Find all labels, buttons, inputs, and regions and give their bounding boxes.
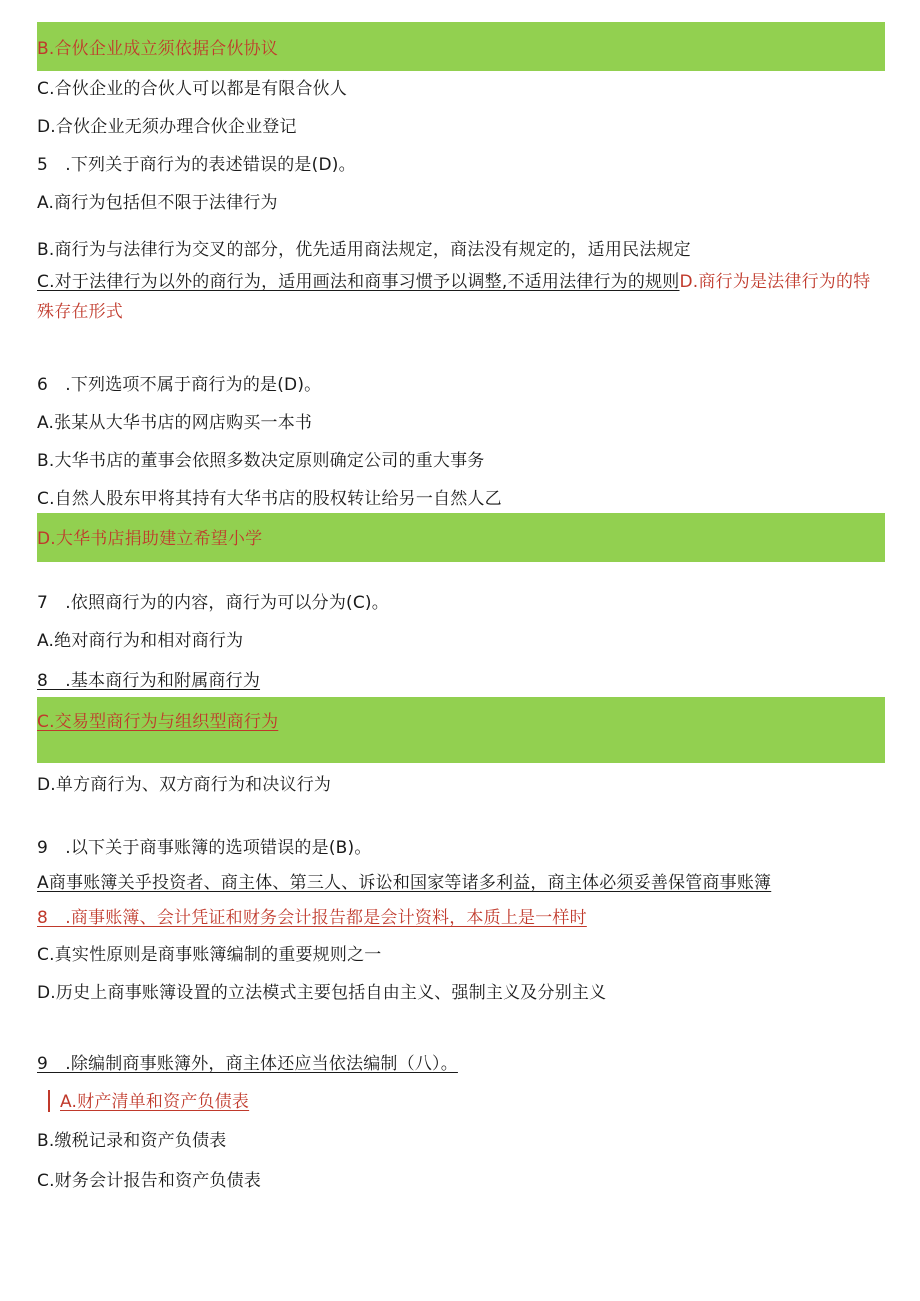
- option-d: D.合伙企业无须办理合伙企业登记: [37, 117, 297, 137]
- option-c: C.自然人股东甲将其持有大华书店的股权转让给另一自然人乙: [37, 489, 502, 509]
- option-c: C.真实性原则是商事账簿编制的重要规则之一: [37, 945, 382, 965]
- option-b: B.商行为与法律行为交叉的部分，优先适用商法规定，商法没有规定的，适用民法规定: [37, 240, 691, 260]
- answer-marker: [48, 1090, 50, 1112]
- option-a: A.张某从大华书店的网店购买一本书: [37, 413, 313, 433]
- option-c: C.合伙企业的合伙人可以都是有限合伙人: [37, 79, 348, 99]
- answer-option-a: A.财产清单和资产负债表: [60, 1092, 250, 1112]
- option-a: A.绝对商行为和相对商行为: [37, 631, 244, 651]
- option-c: C.财务会计报告和资产负债表: [37, 1171, 262, 1191]
- question-7: 7 .依照商行为的内容，商行为可以分为(C)。: [37, 593, 389, 613]
- option-b: B.大华书店的董事会依照多数决定原则确定公司的重大事务: [37, 451, 485, 471]
- question-6: 6 .下列选项不属于商行为的是(D)。: [37, 375, 322, 395]
- option-d: D.单方商行为、双方商行为和决议行为: [37, 775, 332, 795]
- option-a: A.商行为包括但不限于法律行为: [37, 193, 278, 213]
- question-9: 9 .以下关于商事账簿的选项错误的是(B)。: [37, 838, 372, 858]
- option-a: A商事账簿关乎投资者、商主体、第三人、诉讼和国家等诸多利益，商主体必须妥善保管商事账簿: [37, 873, 772, 893]
- answer-option-d: D.商行为是法律行为的特殊存在形式: [37, 272, 871, 322]
- answer-option-b: 8 .商事账簿、会计凭证和财务会计报告都是会计资料，本质上是一样时: [37, 908, 587, 928]
- option-d: D.历史上商事账簿设置的立法模式主要包括自由主义、强制主义及分别主义: [37, 983, 607, 1003]
- answer-option-d: D.大华书店捐助建立希望小学: [37, 529, 263, 549]
- answer-option-b: B.合伙企业成立须依据合伙协议: [37, 39, 279, 59]
- answer-option-c: C.交易型商行为与组织型商行为: [37, 712, 279, 732]
- question-10: 9 .除编制商事账簿外，商主体还应当依法编制（八）。: [37, 1054, 458, 1074]
- option-c-text: C.对于法律行为以外的商行为，适用画法和商事习惯予以调整,不适用法律行为的规则: [37, 272, 680, 292]
- option-c-and-answer-d: [37, 267, 883, 327]
- option-b: B.缴税记录和资产负债表: [37, 1131, 227, 1151]
- question-5: 5 .下列关于商行为的表述错误的是(D)。: [37, 155, 356, 175]
- option-b: 8 .基本商行为和附属商行为: [37, 671, 261, 691]
